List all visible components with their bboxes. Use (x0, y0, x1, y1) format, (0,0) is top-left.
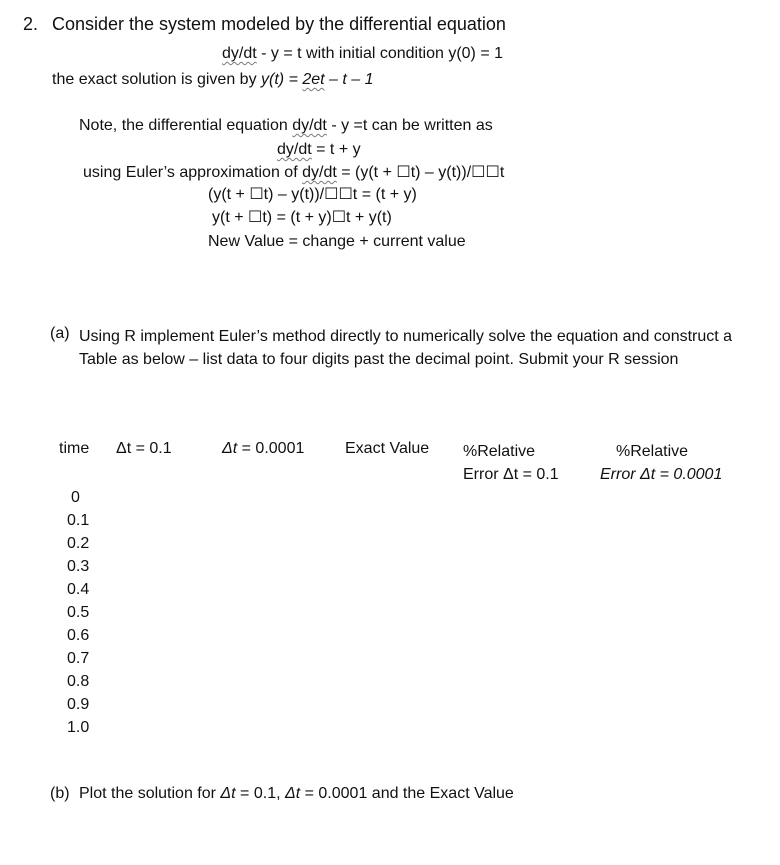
table-header-relative-error-0-0001 (600, 440, 722, 486)
question-title: Consider the system modeled by the differential equation (52, 14, 506, 34)
time-value: 0.4 (67, 581, 90, 598)
rel1-line1: %Relative (463, 443, 536, 460)
note-line-4: (y(t + ☐t) – y(t))/☐☐t = (t + y) (208, 186, 417, 203)
table-header-dt-0-1 (116, 440, 172, 458)
exact-term: 2et (302, 71, 325, 88)
note-line-3-text: using Euler’s approximation of (83, 164, 303, 181)
part-b-dt-a: Δt (220, 785, 236, 802)
note-line-3 (83, 164, 504, 182)
note-line-1-rest: - y =t can be written as (326, 117, 493, 134)
table-header-relative-error-0-1 (463, 440, 559, 486)
rel1-line2: Error Δt = 0.1 (463, 466, 559, 483)
part-b-text (79, 785, 514, 803)
note-line-3-dydt: dy/dt (302, 164, 337, 181)
exact-fn: y(t) = (261, 71, 303, 88)
time-value: 0.2 (67, 535, 90, 552)
note-line-6: New Value = change + current value (208, 233, 466, 250)
exact-solution-line (52, 71, 374, 89)
part-b-dt-b: Δt (284, 785, 301, 802)
exact-rest: – t – 1 (324, 71, 374, 88)
table-header-dt-0-0001 (222, 440, 304, 458)
table-header-exact: Exact Value (345, 440, 430, 457)
part-b-label: (b) (50, 785, 70, 802)
time-value: 0.1 (67, 512, 90, 529)
part-b-mid2: = 0.0001 and the Exact Value (300, 785, 514, 802)
question-number: 2. (23, 14, 39, 34)
note-line-5: y(t + ☐t) = (t + y)☐t + y(t) (212, 209, 392, 226)
differential-equation (222, 45, 503, 63)
time-column (67, 486, 89, 739)
part-a-text: Using R implement Euler’s method directly to numerically solve the equation and construct a Table as below – list data to four digits past the decimal point. Submit your R session (79, 328, 733, 368)
part-b-mid1: = 0.1, (235, 785, 285, 802)
time-value: 0.7 (67, 650, 90, 667)
equation-dydt: dy/dt (222, 45, 257, 62)
time-value: 1.0 (67, 719, 90, 736)
dt1-value: = 0.1 (131, 440, 172, 457)
note-line-1-text: Note, the differential equation (79, 117, 293, 134)
time-value: 0.9 (67, 696, 90, 713)
table-header-time: time (59, 440, 90, 457)
dt1-symbol: Δt (116, 440, 132, 457)
rel2-line1: %Relative (616, 443, 689, 460)
exact-prefix: the exact solution is given by (52, 71, 262, 88)
part-b-prefix: Plot the solution for (79, 785, 221, 802)
note-line-1 (79, 117, 493, 135)
note-line-2-dydt: dy/dt (277, 141, 312, 158)
dt2-value: = 0.0001 (237, 440, 305, 457)
note-line-2-rest: = t + y (311, 141, 361, 158)
equation-rest: - y = t with initial condition y(0) = 1 (256, 45, 504, 62)
note-line-3-rest: = (y(t + ☐t) – y(t))/☐☐t (336, 164, 505, 181)
time-value: 0.5 (67, 604, 90, 621)
part-a-label: (a) (50, 325, 70, 342)
time-value: 0.6 (67, 627, 90, 644)
time-value: 0.3 (67, 558, 90, 575)
note-line-2 (277, 141, 361, 159)
note-line-1-dydt: dy/dt (292, 117, 327, 134)
time-value: 0 (71, 489, 80, 506)
dt2-symbol: Δt (222, 440, 238, 457)
time-value: 0.8 (67, 673, 90, 690)
rel2-line2: Error Δt = 0.0001 (600, 466, 723, 483)
